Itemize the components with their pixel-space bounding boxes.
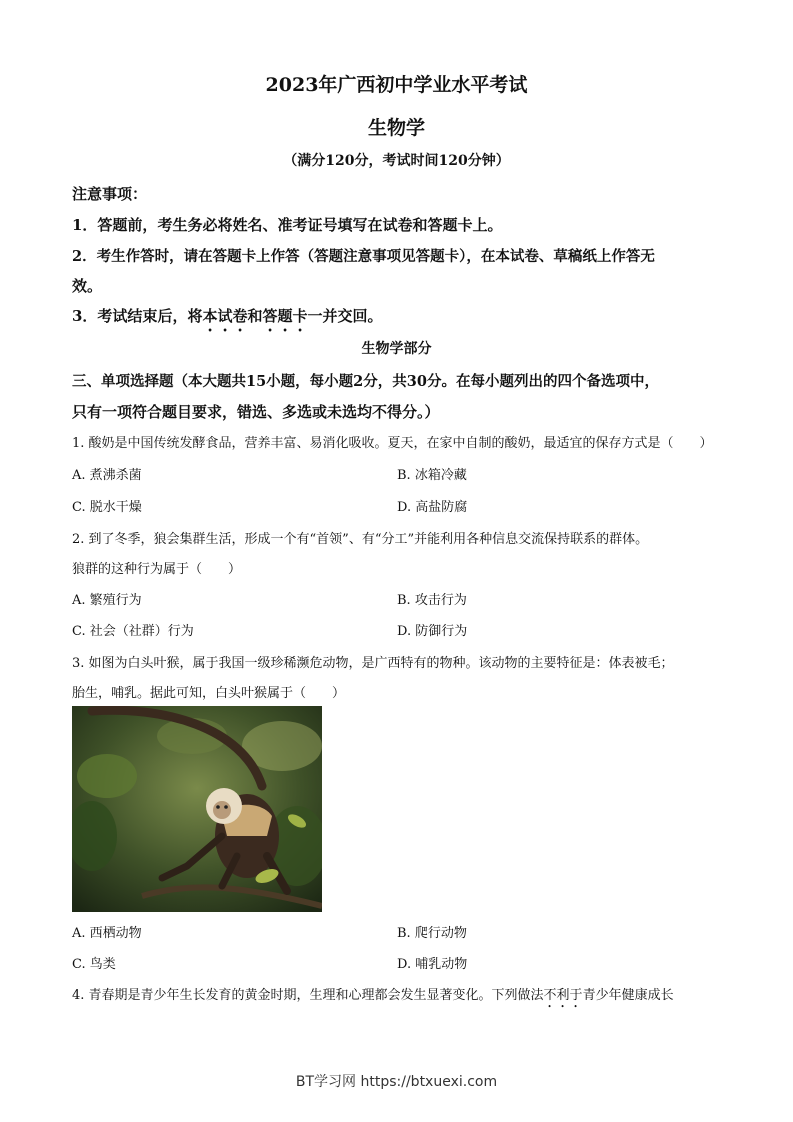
question-1-option-b: B. 冰箱冷藏 xyxy=(397,468,467,483)
question-1-option-a: A. 煮沸杀菌 xyxy=(72,468,142,483)
note-item-3: 3．考试结束后，将本试卷和答题卡一并交回。 xyxy=(72,307,383,325)
question-3-stem-cont: 胎生，哺乳。据此可知，白头叶猴属于（ ） xyxy=(72,686,346,701)
part-title: 生物学部分 xyxy=(361,341,432,357)
question-1-option-d: D. 高盐防腐 xyxy=(397,500,468,515)
emphasis-text: 不利于 xyxy=(543,988,583,1003)
question-3-option-c: C. 鸟类 xyxy=(72,957,116,972)
question-2-option-d: D. 防御行为 xyxy=(397,624,468,639)
footer-watermark[interactable]: BT学习网 https://btxuexi.com xyxy=(295,1074,498,1090)
note-item-2-cont: 效。 xyxy=(72,277,103,295)
subject-title: 生物学 xyxy=(367,117,425,139)
section-instructions-cont: 只有一项符合题目要求，错选、多选或未选均不得分。） xyxy=(72,403,440,421)
question-2-stem: 2. 到了冬季，狼会集群生活，形成一个有“首领”、有“分工”并能利用各种信息交流保持联系的群体。 xyxy=(72,532,649,547)
question-2-option-b: B. 攻击行为 xyxy=(397,593,467,608)
question-3-stem: 3. 如图为白头叶猴，属于我国一级珍稀濒危动物，是广西特有的物种。该动物的主要特征是：体表被毛； xyxy=(72,656,674,671)
exam-title: 2023年广西初中学业水平考试 xyxy=(265,74,528,96)
question-1-option-c: C. 脱水干燥 xyxy=(72,500,142,515)
question-3-option-d: D. 哺乳动物 xyxy=(397,957,468,972)
section-instructions: 三、单项选择题（本大题共15小题，每小题2分，共30分。在每小题列出的四个备选项中， xyxy=(72,373,659,390)
question-2-option-c: C. 社会（社群）行为 xyxy=(72,624,194,639)
question-3-option-b: B. 爬行动物 xyxy=(397,926,467,941)
exam-info: （满分120分，考试时间120分钟） xyxy=(283,153,510,169)
note-item-2: 2．考生作答时，请在答题卡上作答（答题注意事项见答题卡），在本试卷、草稿纸上作答无 xyxy=(72,248,655,265)
white-headed-langur-photo xyxy=(72,706,322,912)
question-4-stem: 4. 青春期是青少年生长发育的黄金时期，生理和心理都会发生显著变化。下列做法不利于青少年健康成长 xyxy=(72,988,674,1003)
question-3-option-a: A. 西栖动物 xyxy=(72,926,142,941)
emphasis-text: 本试卷 xyxy=(202,307,248,325)
notes-heading: 注意事项： xyxy=(72,185,148,203)
question-1-stem: 1. 酸奶是中国传统发酵食品，营养丰富、易消化吸收。夏天，在家中自制的酸奶，最适宜的保存方式是（ ） xyxy=(72,436,713,451)
note-item-1: 1．答题前，考生务必将姓名、准考证号填写在试卷和答题卡上。 xyxy=(72,216,503,234)
emphasis-text: 答题卡 xyxy=(262,307,308,325)
question-2-stem-cont: 狼群的这种行为属于（ ） xyxy=(72,562,242,577)
question-2-option-a: A. 繁殖行为 xyxy=(72,593,142,608)
